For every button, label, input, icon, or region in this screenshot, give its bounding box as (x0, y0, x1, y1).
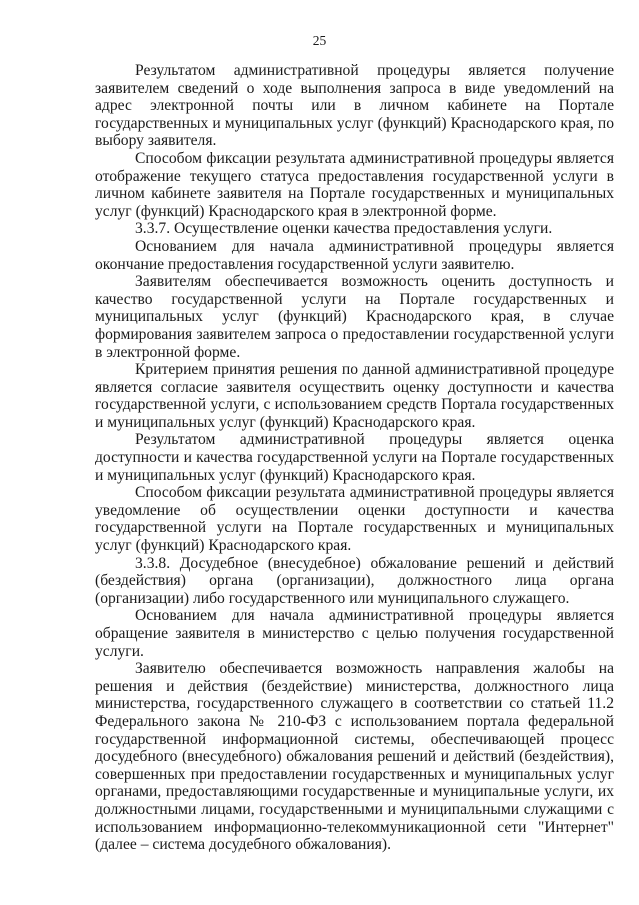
section-heading-3-3-8: 3.3.8. Досудебное (внесудебное) обжалование решений и действий (бездействия) органа (организации), должностного лица органа (организации) либо государственного или муниципального служащего. (95, 554, 614, 607)
paragraph-basis-quality-assessment: Основанием для начала административной процедуры является окончание предоставления государственной услуги заявителю. (95, 237, 614, 273)
paragraph-complaint-possibility: Заявителю обеспечивается возможность направления жалобы на решения и действия (бездействие) министерства, должностного лица министерства, государственного служащего в соответствии со статьей 11.2 Федерального закона № 210-ФЗ с использованием портала федеральной государственной информационной системы, обеспечивающей процесс досудебного (внесудебного) обжалования решений и действий (бездействия), совершенных при предоставлении государственных и муниципальных услуг органами, предоставляющими государственные и муниципальные услуги, их должностными лицами, государственными и муниципальными служащими с использованием информационно-телекоммуникационной сети "Интернет" (далее – система досудебного обжалования). (95, 660, 614, 854)
document-body (95, 62, 614, 854)
paragraph-decision-criterion: Критерием принятия решения по данной административной процедуре является согласие заявителя осуществить оценку доступности и качества государственной услуги, с использованием средств Портала государственных и муниципальных услуг (функций) Краснодарского края. (95, 361, 614, 431)
paragraph-result-fixation-status: Способом фиксации результата административной процедуры является отображение текущего статуса предоставления государственной услуги в личном кабинете заявителя на Портале государственных и муниципальных услуг (функций) Краснодарского края в электронной форме. (95, 149, 614, 220)
paragraph-result-notification: Результатом административной процедуры является получение заявителем сведений о ходе выполнения запроса в виде уведомлений на адрес электронной почты или в личном кабинете на Портале государственных и муниципальных услуг (функций) Краснодарского края, по выбору заявителя. (95, 62, 614, 150)
section-heading-3-3-7: 3.3.7. Осуществление оценки качества предоставления услуги. (135, 220, 553, 238)
paragraph-assessment-result: Результатом административной процедуры является оценка доступности и качества государственной услуги на Портале государственных и муниципальных услуг (функций) Краснодарского края. (95, 431, 614, 484)
paragraph-basis-appeal: Основанием для начала административной процедуры является обращение заявителя в министерство с целью получения государственной услуги. (95, 607, 614, 660)
paragraph-assessment-possibility: Заявителям обеспечивается возможность оценить доступность и качество государственной услуги на Портале государственных и муниципальных услуг (функций) Краснодарского края, в случае формирования заявителем запроса о предоставлении государственной услуги в электронной форме. (95, 273, 614, 361)
page-number: 25 (312, 33, 327, 48)
paragraph-assessment-fixation: Способом фиксации результата административной процедуры является уведомление об осуществлении оценки доступности и качества государственной услуги на Портале государственных и муниципальных услуг (функций) Краснодарского края. (95, 484, 614, 555)
